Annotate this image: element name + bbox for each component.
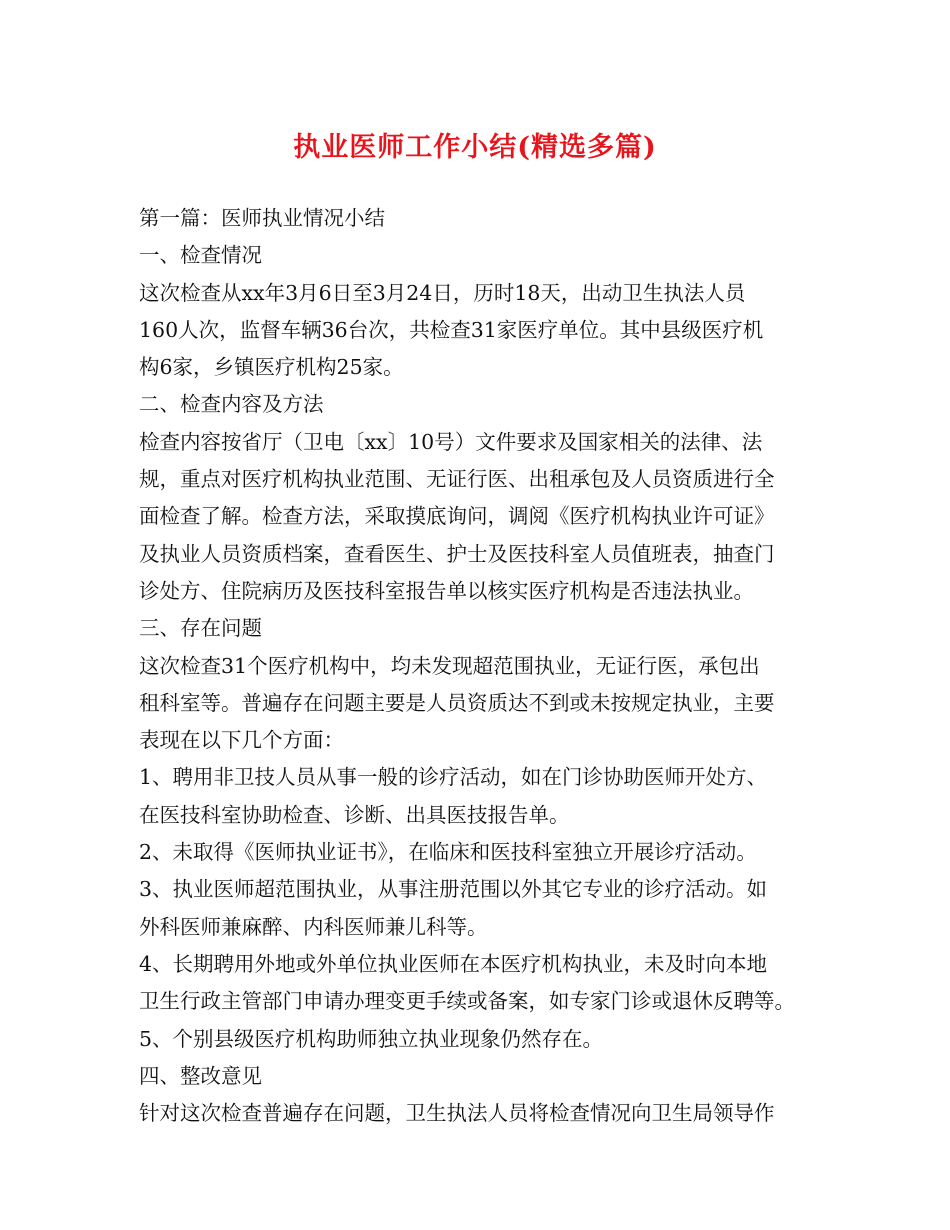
text-line: 四、整改意见 bbox=[139, 1063, 262, 1088]
text-line: 在医技科室协助检查、诊断、出具医技报告单。 bbox=[139, 802, 570, 827]
text-line: 二、检查内容及方法 bbox=[139, 392, 324, 417]
text-line: 诊处方、住院病历及医技科室报告单以核实医疗机构是否违法执业。 bbox=[139, 578, 754, 603]
text-line: 检查内容按省厅（卫电〔xx〕10号）文件要求及国家相关的法律、法 bbox=[139, 429, 763, 454]
text-line: 表现在以下几个方面： bbox=[139, 728, 344, 753]
text-line: 这次检查从xx年3月6日至3月24日，历时18天，出动卫生执法人员 bbox=[139, 280, 746, 305]
text-line: 这次检查31个医疗机构中，均未发现超范围执业，无证行医，承包出 bbox=[139, 653, 760, 678]
text-line: 外科医师兼麻醉、内科医师兼儿科等。 bbox=[139, 914, 488, 939]
document-title: 执业医师工作小结(精选多篇) bbox=[293, 132, 657, 163]
text-line: 第一篇：医师执业情况小结 bbox=[139, 206, 385, 230]
text-line: 构6家，乡镇医疗机构25家。 bbox=[139, 355, 404, 380]
text-line: 3、执业医师超范围执业，从事注册范围以外其它专业的诊疗活动。如 bbox=[139, 877, 768, 902]
document-body bbox=[139, 200, 839, 1132]
text-line: 租科室等。普遍存在问题主要是人员资质达不到或未按规定执业，主要 bbox=[139, 690, 775, 715]
text-line: 5、个别县级医疗机构助师独立执业现象仍然存在。 bbox=[139, 1026, 604, 1051]
text-line: 2、未取得《医师执业证书》，在临床和医技科室独立开展诊疗活动。 bbox=[139, 840, 757, 865]
text-line: 一、检查情况 bbox=[139, 243, 262, 268]
text-line: 及执业人员资质档案，查看医生、护士及医技科室人员值班表，抽查门 bbox=[139, 541, 775, 566]
text-line: 规，重点对医疗机构执业范围、无证行医、出租承包及人员资质进行全 bbox=[139, 467, 775, 492]
text-line: 针对这次检查普遍存在问题，卫生执法人员将检查情况向卫生局领导作 bbox=[139, 1101, 775, 1126]
text-line: 三、存在问题 bbox=[139, 616, 262, 641]
text-line: 卫生行政主管部门申请办理变更手续或备案，如专家门诊或退休反聘等。 bbox=[139, 989, 795, 1014]
text-line: 1、聘用非卫技人员从事一般的诊疗活动，如在门诊协助医师开处方、 bbox=[139, 765, 768, 790]
text-line: 面检查了解。检查方法，采取摸底询问，调阅《医疗机构执业许可证》 bbox=[139, 504, 775, 529]
text-line: 160人次，监督车辆36台次，共检查31家医疗单位。其中县级医疗机 bbox=[139, 317, 764, 342]
text-line: 4、长期聘用外地或外单位执业医师在本医疗机构执业，未及时向本地 bbox=[139, 951, 768, 976]
